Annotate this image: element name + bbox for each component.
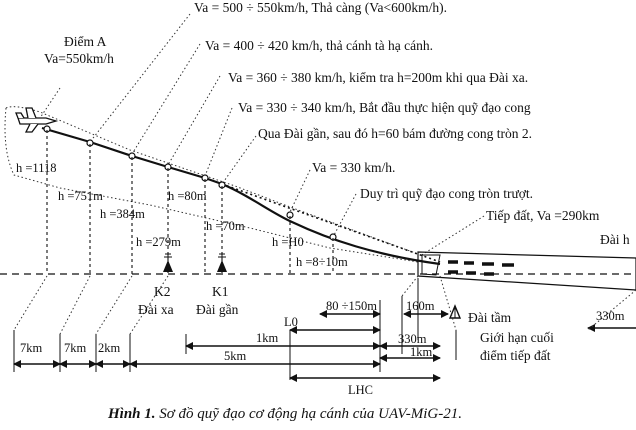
distance-330-b: 330m xyxy=(596,309,625,323)
beacon-dai-tam-label: Đài tầm xyxy=(468,310,512,325)
distance-l0: L0 xyxy=(284,315,298,329)
height-384: h =384m xyxy=(100,207,145,221)
annotation-qua-dai-gan: Qua Đài gần, sau đó h=60 bám đường cong tròn 2. xyxy=(258,126,533,141)
annotation-duy-tri: Duy trì quỹ đạo cong tròn trượt. xyxy=(360,186,534,201)
distance-2km: 2km xyxy=(98,341,121,355)
beacon-dai-gan-label: Đài gần xyxy=(196,302,239,317)
height-751: h =751m xyxy=(58,189,103,203)
gioi-han-line2: điểm tiếp đất xyxy=(480,348,551,363)
height-1118: h =1118 xyxy=(16,161,57,175)
gioi-han-line1: Giới hạn cuối xyxy=(480,330,554,345)
distance-5km: 5km xyxy=(224,349,247,363)
height-279: h =279m xyxy=(136,235,181,249)
distance-1km-b: 1km xyxy=(410,345,433,359)
distance-160: 160m xyxy=(406,299,435,313)
height-h0: h =H0 xyxy=(272,235,304,249)
figure-caption: Hình 1. Sơ đồ quỹ đạo cơ động hạ cánh của UAV-MiG-21. xyxy=(108,406,462,422)
height-70: h =70m xyxy=(206,219,245,233)
annotation-va-400: Va = 400 ÷ 420 km/h, thả cánh tà hạ cánh. xyxy=(205,38,433,53)
distance-7km-a: 7km xyxy=(20,341,43,355)
beacon-k1-label: K1 xyxy=(212,284,229,299)
beacon-k2-icon xyxy=(163,252,173,272)
beacon-k1-icon xyxy=(217,252,227,272)
annotation-va-330-340: Va = 330 ÷ 340 km/h, Bắt đầu thực hiện quỹ đạo cong xyxy=(238,100,531,115)
distance-lhc: LHC xyxy=(348,383,373,397)
runway xyxy=(418,252,636,290)
point-a-title: Điểm A xyxy=(64,34,107,49)
annotation-tiep-dat: Tiếp đất, Va =290km xyxy=(486,208,600,223)
annotation-va-500: Va = 500 ÷ 550km/h, Thả càng (Va<600km/h). xyxy=(194,0,447,15)
annotation-dai-h: Đài h xyxy=(600,232,630,247)
distance-80-150: 80 ÷150m xyxy=(326,299,377,313)
point-a-speed: Va=550km/h xyxy=(44,51,114,66)
annotation-va-330: Va = 330 km/h. xyxy=(312,160,396,175)
distance-1km: 1km xyxy=(256,331,279,345)
beacon-dai-xa-label: Đài xa xyxy=(138,302,174,317)
annotation-va-360: Va = 360 ÷ 380 km/h, kiểm tra h=200m khi qua Đài xa. xyxy=(228,70,529,85)
beacon-k2-label: K2 xyxy=(154,284,171,299)
distance-330-a: 330m xyxy=(398,332,427,346)
distance-7km-b: 7km xyxy=(64,341,87,355)
height-80: h =80m xyxy=(168,189,207,203)
projection-leaders xyxy=(14,276,636,334)
beacon-dai-tam-icon xyxy=(450,306,460,318)
height-8-10: h =8÷10m xyxy=(296,255,348,269)
